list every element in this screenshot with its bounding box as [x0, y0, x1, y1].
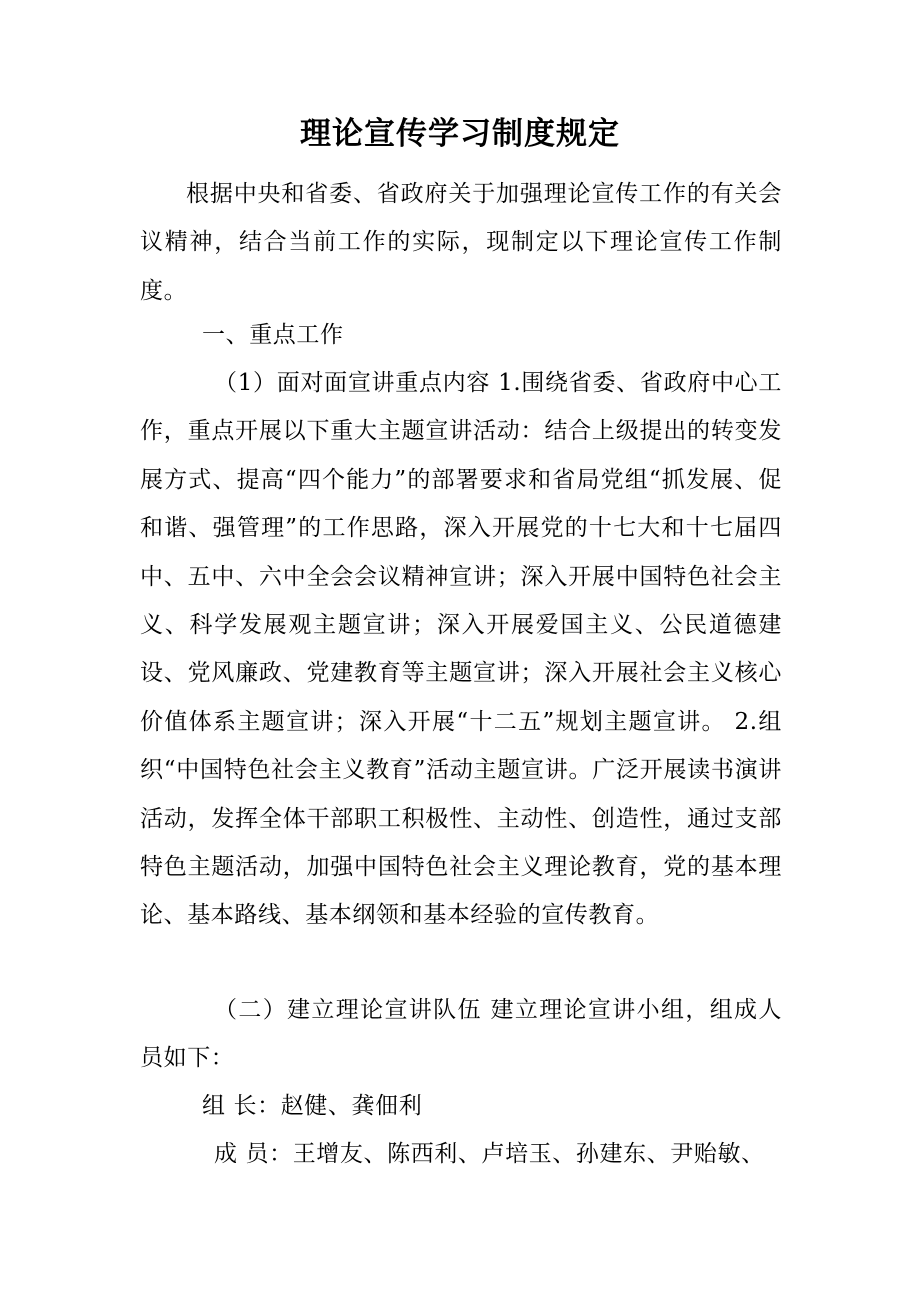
team-leader-line: 组 长：赵健、龚佃利	[202, 1093, 423, 1119]
section-heading-key-work: 一、重点工作	[202, 322, 344, 348]
team-members-line: 成 员：王增友、陈西利、卢培玉、孙建东、尹贻敏、	[214, 1141, 765, 1167]
section-1-paragraph: （1）面对面宣讲重点内容 1.围绕省委、省政府中心工作，重点开展以下重大主题宣讲活动：结合上级提出的转变发展方式、提高“四个能力”的部署要求和省局党组“抓发展、促和谐、强管理”的工作思路，深入开展党的十七大和十七届四中、五中、六中全会会议精神宣讲；深入开展中国特色社会主义、科学发展观主题宣讲；深入开展爱国主义、公民道德建设、党风廉政、党建教育等主题宣讲；深入开展社会主义核心价值体系主题宣讲；深入开展“十二五”规划主题宣讲。 2.组织“中国特色社会主义教育”活动主题宣讲。广泛开展读书演讲活动，发挥全体干部职工积极性、主动性、创造性，通过支部特色主题活动，加强中国特色社会主义理论教育，党的基本理论、基本路线、基本纲领和基本经验的宣传教育。	[140, 370, 782, 929]
intro-paragraph: 根据中央和省委、省政府关于加强理论宣传工作的有关会议精神，结合当前工作的实际，现制定以下理论宣传工作制度。	[140, 181, 782, 304]
section-2-paragraph: （二）建立理论宣讲队伍 建立理论宣讲小组，组成人员如下：	[140, 997, 782, 1072]
document-title: 理论宣传学习制度规定	[300, 116, 620, 152]
